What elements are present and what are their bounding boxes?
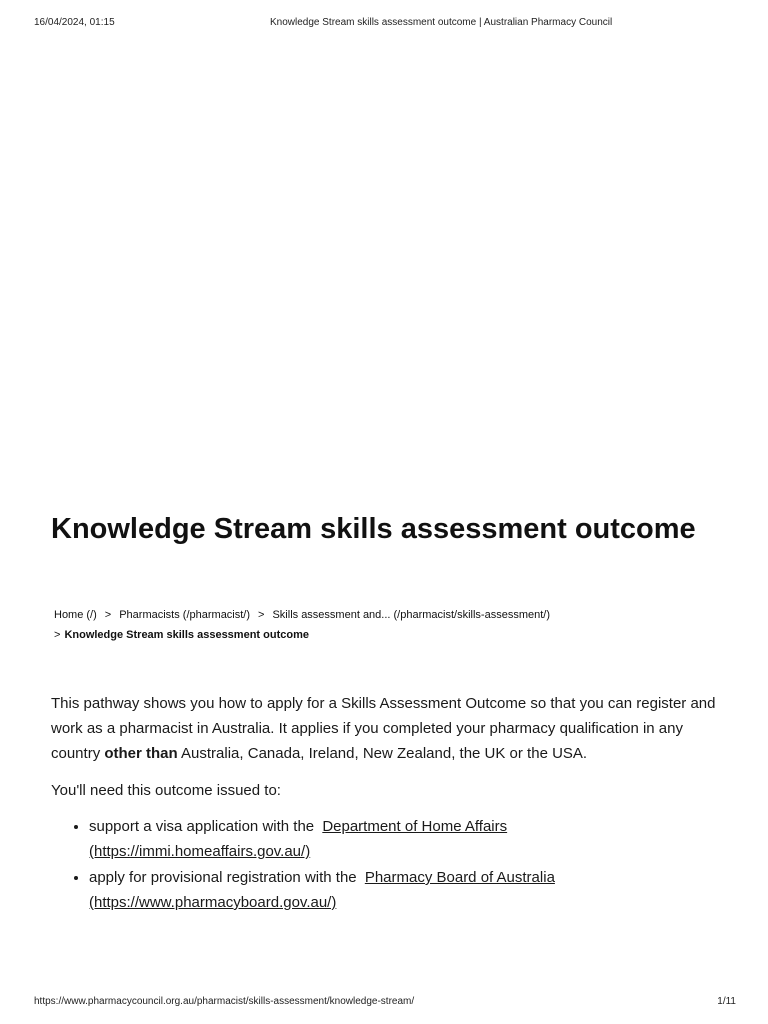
need-outcome-text: You'll need this outcome issued to: bbox=[51, 782, 281, 799]
requirements-list bbox=[51, 814, 721, 915]
list-item: • support a visa application with the Department of Home Affairs (https://immi.homeaffairs.gov.au/) bbox=[89, 814, 721, 864]
print-datetime: 16/04/2024, 01:15 bbox=[34, 17, 115, 28]
print-url: https://www.pharmacycouncil.org.au/pharmacist/skills-assessment/knowledge-stream/ bbox=[34, 996, 415, 1007]
breadcrumb-separator: > bbox=[54, 629, 61, 641]
intro-paragraph: This pathway shows you how to apply for a Skills Assessment Outcome so that you can register and work as a pharmacist in Australia. It applies if you completed your pharmacy qualification in any country other than Australia, Canada, Ireland, New Zealand, the UK or the USA. bbox=[51, 695, 716, 762]
print-page-number: 1/11 bbox=[717, 996, 736, 1007]
list-item: • apply for provisional registration with the Pharmacy Board of Australia (https://www.pharmacyboard.gov.au/) bbox=[89, 865, 721, 915]
breadcrumb-current: Knowledge Stream skills assessment outcome bbox=[64, 629, 309, 641]
home-affairs-link[interactable]: Department of Home Affairs (https://immi.homeaffairs.gov.au/) bbox=[89, 818, 508, 860]
pharmacy-board-link[interactable]: Pharmacy Board of Australia (https://www.pharmacyboard.gov.au/) bbox=[89, 869, 555, 911]
breadcrumb-separator: > bbox=[104, 609, 112, 621]
print-doc-title: Knowledge Stream skills assessment outcome | Australian Pharmacy Council bbox=[270, 17, 613, 28]
breadcrumb-skills-assessment-link[interactable]: Skills assessment and... (/pharmacist/skills-assessment/) bbox=[272, 609, 550, 621]
breadcrumb bbox=[54, 605, 734, 645]
page-title: Knowledge Stream skills assessment outcome bbox=[51, 513, 696, 545]
breadcrumb-pharmacists-link[interactable]: Pharmacists (/pharmacist/) bbox=[119, 609, 251, 621]
main-content bbox=[51, 691, 721, 916]
breadcrumb-separator: > bbox=[258, 609, 265, 621]
breadcrumb-home-link[interactable]: Home (/) bbox=[54, 609, 97, 621]
intro-emphasis: other than bbox=[104, 745, 178, 762]
